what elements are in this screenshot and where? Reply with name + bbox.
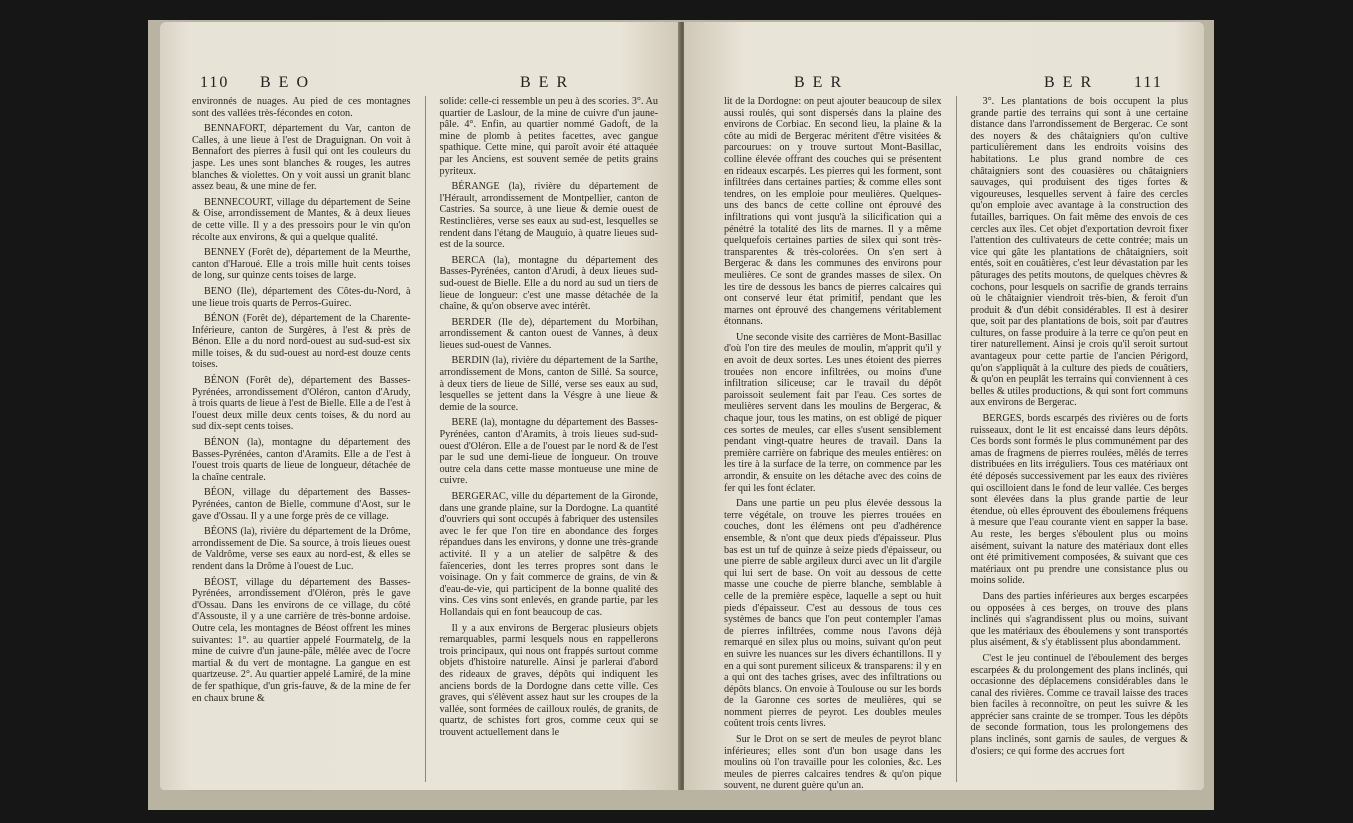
entry: BÉON, village du département des Basses-Pyrénées, canton de Bielle, commune d'Aost, sur le gave d'Ossau. Il y a une forge près de ce village. — [192, 487, 411, 522]
running-head: B E R — [1044, 74, 1094, 91]
text-column — [440, 96, 659, 782]
entry: BERGES, bords escarpés des rivières ou de forts ruisseaux, dont le lit est encaissé dans leurs dépôts. Ces bords sont formés le plus communément par des amas de fragmens de pierres roulées, mêlés de terres distribuées en lits irréguliers. Tous ces matériaux ont été déposés successivement par les eaux des rivières qui oscilloient dans le fond de leur vallée. Ces berges sont élevées dans la plus grande partie de leur étendue, où elles éprouvent des éboulemens fréquens à mesure que l'eau courante vient en sapper la base. Au reste, les berges s'éboulent plus ou moins aisément, suivant la nature des matériaux dont elles ont été primitivement composées, & suivant que ces matériaux ont pu prendre une consistance plus ou moins solide. — [970, 413, 1188, 587]
paragraph: Une seconde visite des carrières de Mont-Basillac d'où l'on tire des meules de moulin, m'apprit qu'il y en avoit de deux sortes. Les unes étoient des pierres trouées non encore infiltrées, ou moins d'une infiltration siliceuse; car le travail du dépôt paroissoit seulement fait par l'eau. Ces sortes de meulières servent dans les moulins de Bergerac, & chaque jour, tous les matins, on est obligé de piquer ces sortes de meules, car elles s'usent sensiblement pendant vingt-quatre heures de travail. Dans la première carrière on fabrique des meules entières: on les tire à la surface de la terre, on commence par les arrondir, & ensuite on les détache avec des coins de fer qui les font éclater. — [724, 331, 942, 494]
paragraph: Dans une partie un peu plus élevée dessous la terre végétale, on trouve les pierres trouées en couches, dont les élémens ont peu d'adhérence ensemble, & n'ont que deux pieds d'épaisseur. Plus bas est un tuf de quinze à seize pieds d'épaisseur, ou une pierre de sable argileux durci avec un lit d'argile qui lui sert de base. On voit au dessous de cette masse une couche de pierre blanche, semblable à celle de la première espèce, laquelle a sept ou huit pieds d'épaisseur. C'est au dessous de tous ces systèmes de bancs que l'on peut contempler l'amas de pierres infiltrées, comme nous l'avons déjà remarqué en silex plus ou moins, suivant qu'on peut en suivre les nuances sur les divers échantillons. Il y en a qui sont purement siliceux & transparens: il y en a qui ont des taches grises, avec des infiltrations ou dépôts blancs. On envoie à Toulouse ou sur les bords de la Garonne ces sortes de meulières, qui se nomment pierres de peyrot. Les doubles meules coûtent trois cents livres. — [724, 498, 942, 730]
running-head: B E O — [260, 74, 310, 91]
text-columns — [724, 96, 1188, 792]
entry: BENNAFORT, département du Var, canton de Calles, à une lieue à l'est de Draguignan. On voit à Bennafort des pierres à fusil qui ont les couleurs du jaspe. Les unes sont blanches & rouges, les autres blanches & violettes. On y voit aussi un granit blanc assez beau, & une mine de fer. — [192, 123, 411, 193]
page-number: 110 — [200, 74, 230, 91]
left-page — [160, 22, 680, 790]
entry: BERCA (la), montagne du département des Basses-Pyrénées, canton d'Arudi, à deux lieues sud-sud-ouest de Bielle. Elle a du nord au sud un tiers de lieue de longueur: c'est une masse détachée de la chaîne, & qu'on observe avec intérêt. — [439, 254, 658, 313]
running-head: B E R — [794, 74, 844, 91]
entry: BÉNON (la), montagne du département des Basses-Pyrénées, canton d'Aramits. Elle a de l'est à l'ouest trois quarts de lieue de longueur, détachée de la chaîne centrale. — [192, 437, 411, 483]
entry: BENNEY (Forêt de), département de la Meurthe, canton d'Haroué. Elle a trois mille huit cents toises de long, sur quinze cents toises de large. — [192, 247, 411, 282]
entry: BENO (Ile), département des Côtes-du-Nord, à une lieue trois quarts de Perros-Guirec. — [192, 285, 411, 309]
paragraph: solide: celle-ci ressemble un peu à des scories. 3°. Au quartier de Laslour, de la mine de cuivre d'un jaune-pâle. 4°. Enfin, au quartier nommé Gadoft, de la mine de plomb à petites facettes, avec gangue spathique. Cette mine, qui paroît avoir été attaquée par les Anciens, est souvent semée de petits grains pyriteux. — [439, 96, 658, 177]
paragraph: environnés de nuages. Au pied de ces montagnes sont des vallées très-fécondes en coton. — [192, 96, 411, 119]
paragraph: Il y a aux environs de Bergerac plusieurs objets remarquables, parmi lesquels nous en rappellerons trois principaux, qui nous ont frappés surtout comme objets d'histoire naturelle. Ainsi je parlerai d'abord des rideaux de graves, dépôts qui indiquent les anciens bords de la Dordogne dans cette ville. Ces graves, qui s'élèvent assez haut sur les croupes de la vallée, sont formées de cailloux roulés, de granits, de quartz, de schistes fort gros, comme ceux qui se trouvent actuellement dans le — [439, 622, 658, 738]
running-head: B E R — [520, 74, 570, 91]
paragraph: C'est le jeu continuel de l'éboulement des berges escarpées & du prolongement des plans inclinés, qui occasionne des déplacemens considérables dans le canal des rivières. Comme ce travail laisse des traces bien faciles à reconnoître, on peut les suivre & les apprécier sans crainte de se tromper. Tous les dépôts de seconde formation, tous les prolongemens des plans inclinés, sont garnis de saules, de vergues & d'osiers; ce qui forme des accrues fort — [970, 652, 1188, 757]
entry: BERDER (Ile de), département du Morbihan, arrondissement & canton ouest de Vannes, à deux lieues sud-ouest de Vannes. — [439, 316, 658, 351]
entry: BÉNON (Forêt de), département des Basses-Pyrénées, arrondissement d'Oléron, canton d'Arudy, à trois quarts de lieue à l'est de Bielle. Elle a de l'est à l'ouest deux mille deux cents toises, & du nord au sud dix-sept cents toises. — [192, 375, 411, 433]
column-rule — [425, 96, 426, 782]
paragraph: lit de la Dordogne: on peut ajouter beaucoup de silex aussi roulés, qui sont dispersés dans la plaine des environs de Corbiac. En second lieu, la plaine & la côte au midi de Bergerac méritent d'être visitées & parcourues: on y trouve surtout Mont-Basillac, colline élevée offrant des couches qui se présentent en rideaux escarpés. Les pierres qui les forment, sont infiltrées dans certaines parties; & comme elles sont tendres, on les emploie pour meulières. Quelques-uns des bancs de cette colline ont éprouvé des infiltrations qui vont jusqu'à la silicification qui a pénétré la totalité des lits de marnes. Il y a même quelquefois certaines parties de silex qui sont très-transparentes & très-colorées. On s'en sert à Bergerac & dans les communes des environs pour meulières. Ce sont de grandes masses de silex. On les tire de dessous les bancs de pierres calcaires qui ont conservé leur état primitif, pendant que les marnes ont éprouvé des changemens véritablement étonnans. — [724, 96, 942, 328]
entry: BÉOST, village du département des Basses-Pyrénées, arrondissement d'Oléron, près le gave d'Ossau. Dans les environs de ce village, du côté d'Assouste, il y a une carrière de très-bonne ardoise. Outre cela, les montagnes de Béost offrent les mines suivantes: 1°. au quartier appelé Fourmatelg, de la mine de cuivre d'un jaune-pâle, mêlée avec de l'ocre martial & du vert de montagne. La gangue en est quartzeuse. 2°. Au quartier appelé Lamiré, de la mine de fer spathique, d'un gris-fauve, & de la mine de fer en chaux brune & — [192, 576, 411, 704]
entry: BERDIN (la), rivière du département de la Sarthe, arrondissement de Mons, canton de Sillé. Sa source, à deux tiers de lieue de Sillé, verse ses eaux au sud, lesquelles se jettent dans la Vésgre à une lieue & demie de la source. — [439, 355, 658, 413]
entry: BÉONS (la), rivière du département de la Drôme, arrondissement de Die. Sa source, à trois lieues ouest de Valdrôme, verse ses eaux au nord-est, & elles se rendent dans la Drôme à l'ouest de Luc. — [192, 526, 411, 572]
right-page — [684, 22, 1204, 790]
entry: BÉNON (Forêt de), département de la Charente-Inférieure, canton de Surgères, à l'est & près de Bénon. Elle a du nord nord-ouest au sud-sud-est six mille toises, & du sud-ouest au nord-est douze cents toises. — [192, 313, 411, 371]
entry: BENNECOURT, village du département de Seine & Oise, arrondissement de Mantes, & à deux lieues de cette ville. Il y a des pressoirs pour le vin qu'on récolte aux environs, & qui a quelque qualité. — [192, 196, 411, 243]
paragraph: Dans des parties inférieures aux berges escarpées ou opposées à ces berges, on trouve des plans inclinés qui s'agrandissent plus ou moins, suivant que les matériaux des éboulemens y sont transportés plus aisément, & s'y établissent plus abondamment. — [970, 590, 1188, 649]
text-column — [192, 96, 411, 782]
entry: BERGERAC, ville du département de la Gironde, dans une grande plaine, sur la Dordogne. La quantité d'ouvriers qui sont occupés à fabriquer des ustensiles avec le fer que l'on tire en abondance des forges répandues dans les environs, y donne une très-grande activité. Il y a un atelier de salpêtre & des faïenceries, dont les terres propres sont dans le voisinage. On y fait commerce de grains, de vin & d'eau-de-vie, qui participent de la bonne qualité des vins. Ces vins sont enlevés, en grande partie, par les Hollandais qui en font beaucoup de cas. — [439, 491, 658, 618]
entry: BERE (la), montagne du département des Basses-Pyrénées, canton d'Aramits, à trois lieues sud-sud-ouest d'Oléron. Elle a de l'ouest par le nord & de l'est par le sud une demi-lieue de longueur. On trouve outre cela dans cette masse montueuse une mine de cuivre. — [439, 417, 658, 487]
text-column — [971, 96, 1189, 782]
text-column — [724, 96, 942, 792]
page-number: 111 — [1134, 74, 1163, 91]
text-columns — [192, 96, 658, 782]
entry: BÉRANGE (la), rivière du département de l'Hérault, arrondissement de Montpellier, canton de Castries. Sa source, à une lieue & demie ouest de Restinclières, verse ses eaux au sud-est, lesquelles se rendent dans l'étang de Mauguio, à quatre lieues sud-est de la source. — [439, 181, 658, 251]
paragraph: Sur le Drot on se sert de meules de peyrot blanc inférieures; elles sont d'un bon usage dans les moulins où l'on travaille pour les colonies, &c. Les meules de pierres calcaires tendres & qu'on pique souvent, ne durent guère qu'un an. — [724, 734, 942, 792]
paragraph: 3°. Les plantations de bois occupent la plus grande partie des terrains qui sont à une certaine distance dans l'arrondissement de Bergerac. Ce sont des noyers & des châtaigniers qu'on cultive particulièrement dans les endroits voisins des habitations. Le plus grand nombre de ces châtaigniers sont des couasières ou châtaigniers sauvages, qui produisent des tiges fortes & vigoureuses, lesquelles servent à faire des cercles qu'on emploie avec avantage à la construction des futailles, barriques. On fait même des envois de ces cercles aux îles. Cet objet d'exportation devroit fixer l'attention des cultivateurs de cette contrée; mais un vice qui gâte les plantations de châtaigniers, soit entés, soit en couâtières, c'est leur dévastation par les pâturages des petits moutons, de quelques chèvres & cochons, pour lesquels on sacrifie de grands terrains où le châtaignier viendroit très-bien, & feroit d'un produit & d'un débit considérables. Il est à desirer que, soit par des plantations de bois, soit par d'autres cultures, on fasse produire à la terre ce qu'on peut en tirer naturellement. Ainsi je crois qu'il seroit surtout avantageux pour cette partie de l'ancien Périgord, qu'on s'appliquât à la culture des pieds de couâtiers, & qu'on en peuplât les terrains qui conviennent à ces belles & utiles productions, & qui sont fort communs aux environs de Bergerac. — [970, 96, 1188, 409]
column-rule — [956, 96, 957, 782]
